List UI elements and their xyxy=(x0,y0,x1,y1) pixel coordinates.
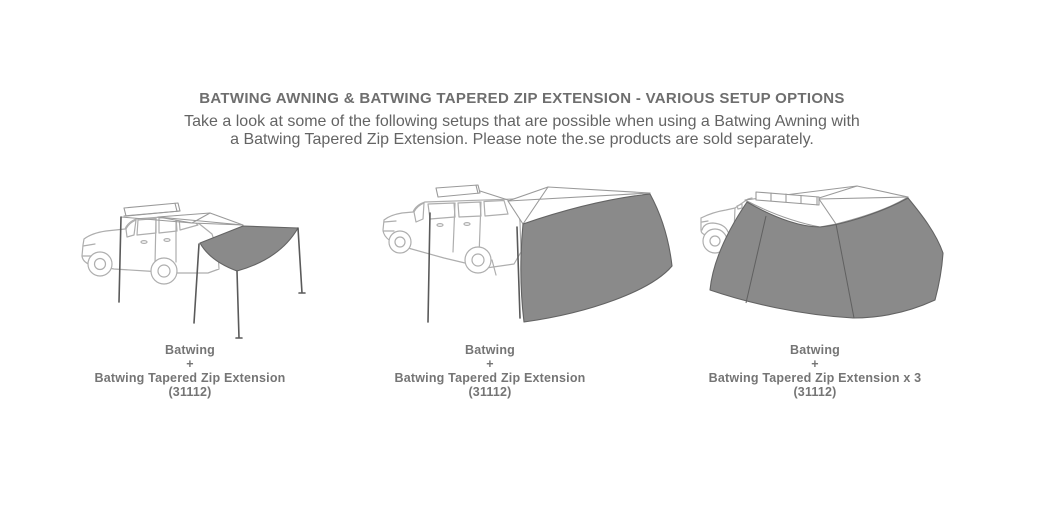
figure-3-caption xyxy=(655,343,975,399)
caption-product-2: Batwing Tapered Zip Extension xyxy=(394,371,586,385)
rear-wheel xyxy=(465,247,491,273)
figure-2-caption xyxy=(340,343,640,399)
caption-plus: + xyxy=(486,357,494,371)
caption-product-1: Batwing xyxy=(789,343,840,357)
page-title: BATWING AWNING & BATWING TAPERED ZIP EXTENSION - VARIOUS SETUP OPTIONS xyxy=(199,90,845,107)
awning-bag xyxy=(436,185,508,200)
caption-product-1: Batwing xyxy=(164,343,215,357)
awning-bag xyxy=(124,203,180,216)
vehicle-sketch xyxy=(383,199,521,275)
figure-setup-3 xyxy=(668,172,1008,344)
caption-product-2: Batwing Tapered Zip Extension xyxy=(94,371,286,385)
caption-plus: + xyxy=(186,357,194,371)
setup-2-illustration xyxy=(368,172,678,344)
caption-sku: (31112) xyxy=(468,385,512,399)
front-wheel xyxy=(88,252,112,276)
caption-sku: (31112) xyxy=(168,385,212,399)
header xyxy=(0,90,1044,149)
figure-setup-1 xyxy=(40,172,340,344)
caption-sku: (31112) xyxy=(793,385,837,399)
caption-product-2: Batwing Tapered Zip Extension x 3 xyxy=(708,371,922,385)
setup-3-illustration xyxy=(668,172,1008,344)
caption-plus: + xyxy=(811,357,819,371)
caption-product-1: Batwing xyxy=(464,343,515,357)
front-wheel xyxy=(389,231,411,253)
rear-wheel xyxy=(151,258,177,284)
intro-line-1: Take a look at some of the following setups that are possible when using a Batwing Awning with xyxy=(184,113,860,130)
intro-line-2: a Batwing Tapered Zip Extension. Please note the.se products are sold separately. xyxy=(230,131,814,148)
figure-setup-2 xyxy=(368,172,678,344)
figure-1-caption xyxy=(40,343,340,399)
setup-1-illustration xyxy=(40,172,340,344)
